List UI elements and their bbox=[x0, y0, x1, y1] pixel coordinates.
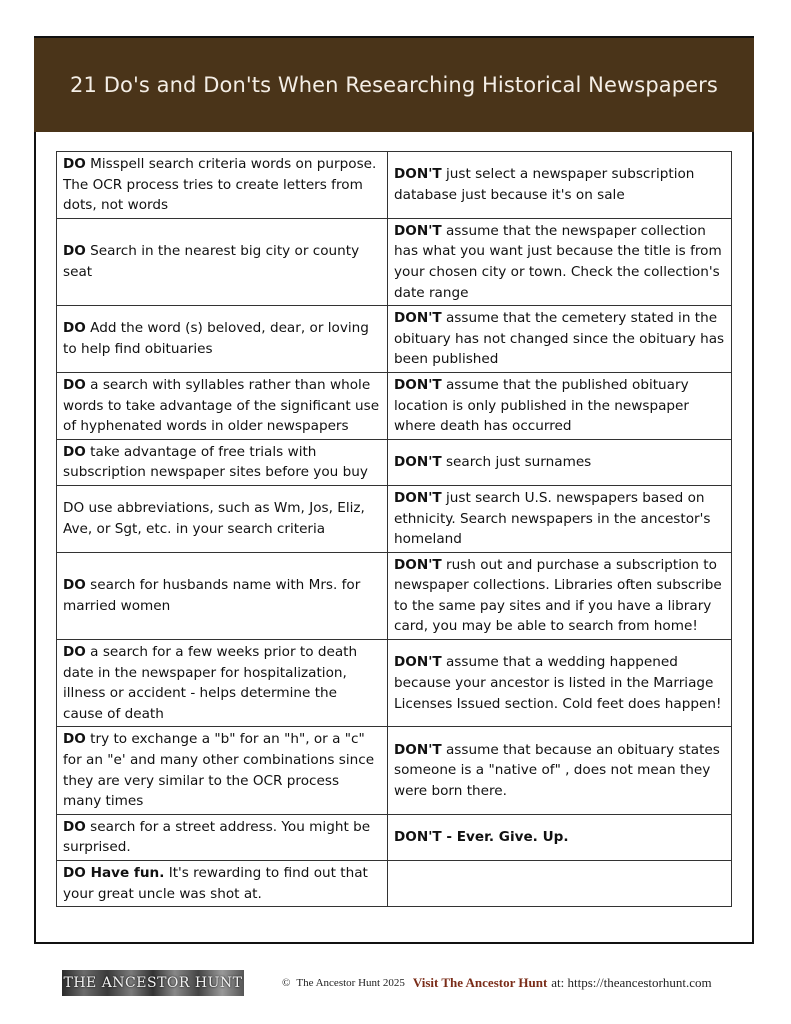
do-cell-keyword: DO bbox=[63, 376, 86, 393]
dont-cell bbox=[388, 439, 732, 485]
do-cell-text: Misspell search criteria words on purpose. The OCR process tries to create letters from dots, not words bbox=[63, 156, 377, 214]
dont-cell-keyword: DON'T bbox=[394, 556, 442, 573]
do-cell bbox=[57, 727, 388, 814]
table-row bbox=[57, 485, 732, 552]
table-row bbox=[57, 814, 732, 860]
table-row bbox=[57, 861, 732, 907]
dont-cell-keyword: DON'T bbox=[394, 310, 442, 327]
do-cell bbox=[57, 152, 388, 219]
dont-cell bbox=[388, 552, 732, 639]
dont-cell-keyword: DON'T - Ever. Give. Up. bbox=[394, 829, 569, 846]
do-cell bbox=[57, 306, 388, 373]
table-row bbox=[57, 152, 732, 219]
do-cell bbox=[57, 552, 388, 639]
page-title: 21 Do's and Don'ts When Researching Historical Newspapers bbox=[70, 73, 718, 97]
table-row bbox=[57, 552, 732, 639]
dont-cell-keyword: DON'T bbox=[394, 454, 442, 471]
dont-cell-keyword: DON'T bbox=[394, 741, 442, 758]
do-cell-keyword: DO bbox=[63, 577, 86, 594]
do-cell bbox=[57, 218, 388, 305]
do-cell-keyword: DO bbox=[63, 731, 86, 748]
dont-cell bbox=[388, 306, 732, 373]
do-cell bbox=[57, 640, 388, 727]
table-row bbox=[57, 439, 732, 485]
do-cell-text: Search in the nearest big city or county seat bbox=[63, 243, 360, 280]
dont-cell-text: assume that the published obituary location is only published in the newspaper where death has occurred bbox=[394, 376, 690, 435]
do-cell-text: take advantage of free trials with subscription newspaper sites before you buy bbox=[63, 443, 368, 481]
dont-cell bbox=[388, 152, 732, 219]
table-row bbox=[57, 306, 732, 373]
ancestor-hunt-logo[interactable] bbox=[62, 970, 244, 996]
do-cell-text: DO use abbreviations, such as Wm, Jos, Eliz, Ave, or Sgt, etc. in your search criteria bbox=[63, 500, 365, 537]
dont-cell-text: assume that because an obituary states someone is a "native of" , does not mean they were born there. bbox=[394, 741, 720, 799]
do-cell-keyword: DO bbox=[63, 156, 86, 172]
dont-cell-keyword: DON'T bbox=[394, 654, 442, 671]
dont-cell-text: search just surnames bbox=[441, 454, 592, 471]
visit-link[interactable]: Visit The Ancestor Hunt bbox=[412, 975, 548, 990]
dont-cell bbox=[388, 727, 732, 814]
dont-cell bbox=[388, 861, 732, 907]
dont-cell bbox=[388, 218, 732, 305]
dont-cell bbox=[388, 372, 732, 439]
dont-cell-text: rush out and purchase a subscription to newspaper collections. Libraries often subscribe to the same pay sites and if you have a library card, you may be able to search from home! bbox=[394, 556, 722, 635]
do-cell-keyword: DO bbox=[63, 644, 86, 661]
dont-cell-text: assume that the cemetery stated in the obituary has not changed since the obituary has been published bbox=[394, 310, 725, 368]
table-row bbox=[57, 727, 732, 814]
do-cell-text: search for husbands name with Mrs. for married women bbox=[63, 577, 361, 614]
dont-cell bbox=[388, 640, 732, 727]
do-cell-text: try to exchange a "b" for an "h", or a "c" for an "e' and many other combinations since they are very similar to the OCR process many times bbox=[63, 731, 375, 810]
dont-cell-keyword: DON'T bbox=[394, 222, 442, 239]
dos-donts-table bbox=[56, 151, 732, 907]
do-cell bbox=[57, 814, 388, 860]
do-cell-keyword: DO bbox=[63, 818, 86, 835]
do-cell bbox=[57, 372, 388, 439]
do-cell-keyword: DO bbox=[63, 443, 86, 460]
do-cell-text: It's rewarding to find out that your great uncle was shot at. bbox=[63, 865, 368, 902]
do-cell bbox=[57, 439, 388, 485]
do-cell-text: a search for a few weeks prior to death date in the newspaper for hospitalization, illness or accident - helps determine the cause of death bbox=[63, 644, 358, 722]
logo-text: THE ANCESTOR HUNT bbox=[63, 975, 243, 991]
table-row bbox=[57, 640, 732, 727]
dont-cell-text: assume that the newspaper collection has what you want just because the title is from your chosen city or town. Check the collection's date range bbox=[394, 222, 722, 301]
copyright-icon: © bbox=[282, 977, 291, 989]
footer bbox=[62, 968, 742, 998]
do-cell-text: Add the word (s) beloved, dear, or loving to help find obituaries bbox=[63, 320, 369, 358]
do-cell-keyword: DO bbox=[63, 320, 86, 337]
copyright bbox=[282, 977, 405, 989]
dont-cell-text: just search U.S. newspapers based on ethnicity. Search newspapers in the ancestor's homeland bbox=[394, 489, 711, 548]
do-cell-keyword: DO bbox=[63, 243, 86, 260]
do-cell-keyword: DO Have fun. bbox=[63, 865, 165, 881]
dont-cell-text: assume that a wedding happened because your ancestor is listed in the Marriage Licenses Issued section. Cold feet does happen! bbox=[394, 654, 722, 712]
dont-cell-keyword: DON'T bbox=[394, 489, 442, 506]
do-cell bbox=[57, 485, 388, 552]
dont-cell bbox=[388, 814, 732, 860]
do-cell bbox=[57, 861, 388, 907]
table-row bbox=[57, 218, 732, 305]
copyright-text: The Ancestor Hunt 2025 bbox=[296, 977, 405, 989]
do-cell-text: a search with syllables rather than whole words to take advantage of the significant use of hyphenated words in older newspapers bbox=[63, 376, 380, 435]
dont-cell-keyword: DON'T bbox=[394, 166, 442, 183]
table-row bbox=[57, 372, 732, 439]
dont-cell bbox=[388, 485, 732, 552]
site-url[interactable]: at: https://theancestorhunt.com bbox=[551, 975, 712, 990]
title-banner bbox=[34, 36, 754, 132]
do-cell-text: search for a street address. You might be surprised. bbox=[63, 818, 371, 856]
dont-cell-keyword: DON'T bbox=[394, 376, 442, 393]
dont-cell-text: just select a newspaper subscription database just because it's on sale bbox=[394, 166, 695, 203]
